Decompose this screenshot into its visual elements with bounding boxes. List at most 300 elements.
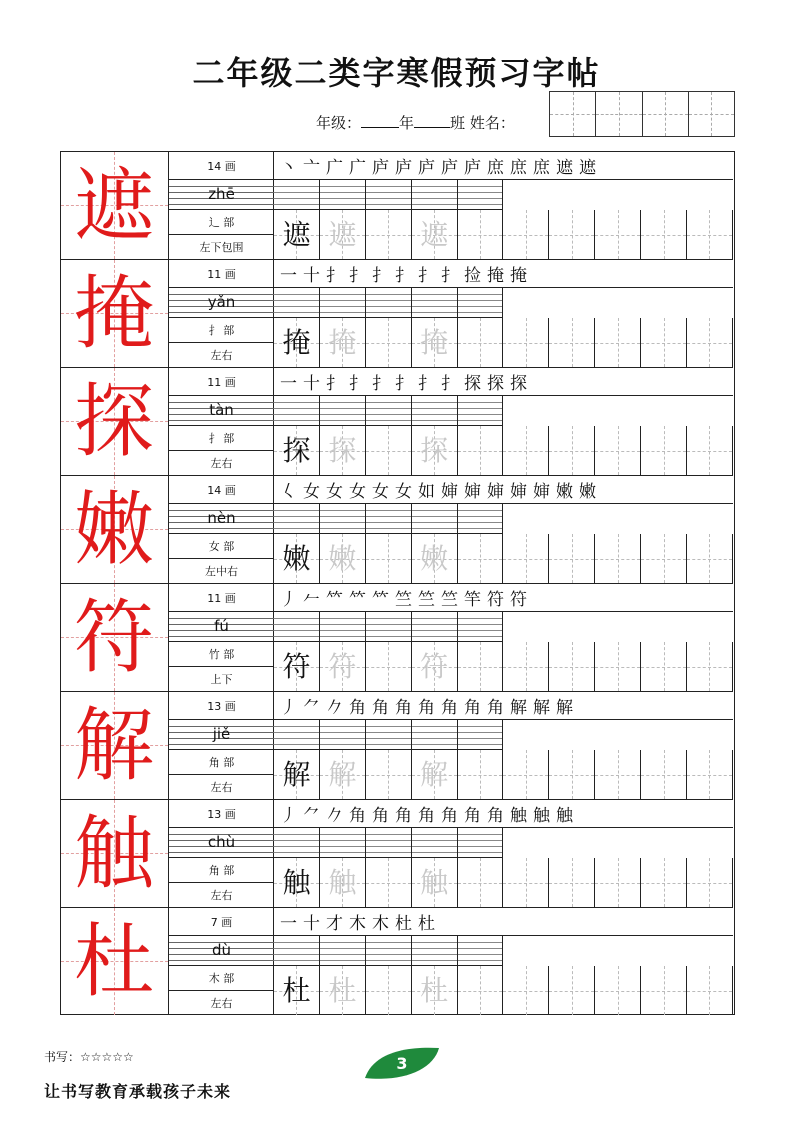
pinyin-line [320, 408, 365, 409]
model-character: 遮 [74, 158, 154, 252]
writing-cell[interactable] [320, 210, 366, 259]
guide-line [687, 559, 732, 560]
pinyin-line [366, 522, 411, 523]
stroke-step: 扌 [372, 266, 389, 286]
pinyin-line [274, 528, 319, 529]
stroke-step: 𥫗 [326, 590, 343, 610]
character-info [169, 260, 274, 367]
stroke-step: 扌 [441, 374, 458, 394]
stroke-step: 𠂊 [326, 698, 343, 718]
pinyin-practice-cell[interactable] [366, 180, 412, 210]
pinyin-cell [169, 288, 274, 318]
guide-line [687, 775, 732, 776]
structure: 左右 [210, 997, 233, 1010]
character-info [169, 800, 274, 907]
pinyin-practice-cell[interactable] [458, 396, 504, 426]
pinyin-practice-cell[interactable] [320, 288, 366, 318]
stroke-step: 女 [395, 482, 412, 502]
pinyin-line [274, 732, 319, 733]
writing-cell[interactable] [274, 966, 320, 1015]
writing-cell[interactable] [458, 858, 504, 907]
writing-cell[interactable] [503, 642, 549, 691]
pinyin-line [320, 186, 365, 187]
pinyin-line [320, 954, 365, 955]
writing-cell[interactable] [274, 534, 320, 583]
pinyin-practice-row [274, 936, 503, 966]
writing-cell[interactable] [641, 642, 687, 691]
practice-grid [274, 504, 733, 583]
stroke-step: 𠂊 [326, 806, 343, 826]
pinyin-line [458, 954, 503, 955]
writing-cell[interactable] [274, 642, 320, 691]
writing-cell[interactable] [503, 534, 549, 583]
stroke-step: 𡿨 [280, 482, 297, 502]
writing-cell[interactable] [595, 426, 641, 475]
class-suffix: 班 [450, 114, 466, 132]
writing-cell[interactable] [595, 966, 641, 1015]
writing-cell[interactable] [549, 426, 595, 475]
pinyin-practice-cell[interactable] [412, 612, 458, 642]
writing-cell[interactable] [503, 858, 549, 907]
pinyin-practice-cell[interactable] [458, 288, 504, 318]
pinyin-line [274, 312, 319, 313]
writing-cell[interactable] [641, 966, 687, 1015]
stroke-step: 扌 [326, 374, 343, 394]
guide-line [458, 991, 503, 992]
writing-cell[interactable] [687, 966, 733, 1015]
trace-character: 嫩 [328, 541, 357, 575]
pinyin-practice-cell[interactable] [458, 612, 504, 642]
stroke-step: 触 [533, 806, 550, 826]
stroke-step: 触 [510, 806, 527, 826]
stroke-step: 亠 [303, 158, 320, 178]
pinyin-line [274, 960, 319, 961]
writing-cell[interactable] [366, 534, 412, 583]
writing-cell[interactable] [412, 642, 458, 691]
name-label: 姓名： [469, 114, 515, 132]
pinyin-line [412, 306, 457, 307]
writing-cell[interactable] [366, 426, 412, 475]
pinyin-line [458, 726, 503, 727]
pinyin-line [412, 192, 457, 193]
writing-cell[interactable] [549, 966, 595, 1015]
pinyin-practice-cell[interactable] [412, 180, 458, 210]
writing-cell[interactable] [458, 426, 504, 475]
writing-cell[interactable] [320, 534, 366, 583]
model-character: 解 [74, 698, 154, 792]
pinyin-practice-cell[interactable] [458, 504, 504, 534]
pinyin-practice-cell[interactable] [320, 180, 366, 210]
guide-line [595, 559, 640, 560]
trace-character: 掩 [420, 325, 449, 359]
name-cell[interactable] [643, 92, 689, 136]
writing-cell[interactable] [320, 750, 366, 799]
pinyin-line [274, 624, 319, 625]
pinyin-line [366, 942, 411, 943]
pinyin-practice-cell[interactable] [412, 828, 458, 858]
grade-label: 年级： [316, 114, 362, 132]
stroke-step: 探 [464, 374, 481, 394]
writing-cell[interactable] [687, 426, 733, 475]
class-blank[interactable] [414, 114, 450, 128]
structure: 左下包围 [199, 241, 244, 254]
character-row [61, 152, 733, 260]
pinyin-practice-cell[interactable] [320, 396, 366, 426]
pinyin-line [458, 204, 503, 205]
writing-cell[interactable] [687, 642, 733, 691]
pinyin-line [320, 522, 365, 523]
stroke-step: 女 [349, 482, 366, 502]
stroke-step: 掩 [487, 266, 504, 286]
radical: 辶 部 [169, 210, 274, 235]
writing-cell[interactable] [595, 534, 641, 583]
stroke-step: 角 [464, 698, 481, 718]
pinyin-line [169, 852, 274, 853]
writing-cell[interactable] [549, 858, 595, 907]
writing-cell[interactable] [412, 210, 458, 259]
stroke-step: 触 [556, 806, 573, 826]
writing-cell[interactable] [503, 750, 549, 799]
stroke-order [274, 476, 733, 504]
pinyin-practice-row [274, 180, 503, 210]
stroke-step: 庶 [533, 158, 550, 178]
pinyin-line [274, 948, 319, 949]
pinyin-practice-cell[interactable] [412, 936, 458, 966]
writing-cell[interactable] [366, 642, 412, 691]
name-cell[interactable] [550, 92, 596, 136]
stroke-step: 庶 [487, 158, 504, 178]
radical: 扌 部 [169, 318, 274, 343]
pinyin-line [366, 948, 411, 949]
writing-cell[interactable] [274, 426, 320, 475]
pinyin-practice-cell[interactable] [458, 936, 504, 966]
stroke-step: 庐 [372, 158, 389, 178]
guide-line [549, 883, 594, 884]
writing-cell[interactable] [412, 858, 458, 907]
pinyin-practice-cell[interactable] [274, 612, 320, 642]
pinyin-line [274, 204, 319, 205]
name-grid[interactable] [549, 91, 735, 137]
pinyin-line [366, 510, 411, 511]
pinyin-practice-cell[interactable] [366, 720, 412, 750]
pinyin-line [320, 510, 365, 511]
guide-line [366, 451, 411, 452]
writing-cell[interactable] [687, 210, 733, 259]
radical: 木 部 [169, 966, 274, 991]
stroke-order [274, 152, 733, 180]
writing-cell[interactable] [641, 750, 687, 799]
pinyin-line [274, 402, 319, 403]
pinyin-practice-cell[interactable] [320, 612, 366, 642]
writing-cell[interactable] [549, 534, 595, 583]
name-cell[interactable] [689, 92, 734, 136]
pinyin-line [412, 300, 457, 301]
writing-cell[interactable] [412, 966, 458, 1015]
pinyin-practice-cell[interactable] [366, 504, 412, 534]
stroke-step: ⺈ [303, 698, 320, 718]
writing-cell[interactable] [366, 210, 412, 259]
pinyin-line [366, 744, 411, 745]
pinyin-line [458, 744, 503, 745]
pinyin-line [320, 942, 365, 943]
pinyin-line [320, 516, 365, 517]
pinyin-line [169, 636, 274, 637]
pinyin-practice-cell[interactable] [274, 828, 320, 858]
radical: 角 部 [169, 750, 274, 775]
pinyin-line [412, 414, 457, 415]
writing-cell[interactable] [274, 318, 320, 367]
guide-line [641, 451, 686, 452]
stroke-step: 竺 [441, 590, 458, 610]
writing-cell[interactable] [687, 750, 733, 799]
pinyin-cell [169, 828, 274, 858]
pinyin-line [366, 846, 411, 847]
pinyin-practice-cell[interactable] [366, 396, 412, 426]
radical: 扌 部 [169, 426, 274, 451]
character-row [61, 800, 733, 908]
writing-cell[interactable] [412, 318, 458, 367]
stroke-step: 角 [418, 698, 435, 718]
pinyin-line [412, 294, 457, 295]
stroke-step: 扌 [395, 374, 412, 394]
pinyin-practice-cell[interactable] [320, 936, 366, 966]
practice-grid [274, 612, 733, 691]
writing-cell[interactable] [412, 750, 458, 799]
pinyin-line [412, 522, 457, 523]
writing-cell[interactable] [320, 642, 366, 691]
guide-line [458, 559, 503, 560]
practice-grid [274, 396, 733, 475]
stroke-step: 庶 [510, 158, 527, 178]
writing-cell[interactable] [549, 210, 595, 259]
pinyin: chù [207, 833, 236, 851]
writing-cell[interactable] [595, 318, 641, 367]
pinyin-practice-row [274, 720, 503, 750]
stroke-step: 广 [349, 158, 366, 178]
stroke-step: 遮 [579, 158, 596, 178]
pinyin-line [274, 510, 319, 511]
pinyin-line [458, 510, 503, 511]
stroke-step: 角 [441, 806, 458, 826]
pinyin-line [366, 192, 411, 193]
stroke-step: 角 [395, 698, 412, 718]
pinyin-line [274, 840, 319, 841]
guide-line [503, 235, 548, 236]
guide-line [549, 343, 594, 344]
pinyin-practice-cell[interactable] [320, 720, 366, 750]
pinyin-practice-cell[interactable] [366, 612, 412, 642]
pinyin-cell [169, 936, 274, 966]
writing-cell[interactable] [641, 318, 687, 367]
pinyin-line [366, 516, 411, 517]
pinyin-practice-cell[interactable] [412, 288, 458, 318]
pinyin-practice-cell[interactable] [366, 828, 412, 858]
pinyin-practice-cell[interactable] [274, 504, 320, 534]
character-info [169, 368, 274, 475]
writing-cell[interactable] [503, 210, 549, 259]
pinyin-line [412, 852, 457, 853]
writing-cell[interactable] [458, 318, 504, 367]
writing-cell[interactable] [687, 534, 733, 583]
pinyin-line [366, 738, 411, 739]
guide-line [458, 775, 503, 776]
pinyin-line [274, 738, 319, 739]
guide-line [366, 991, 411, 992]
pinyin-line [320, 948, 365, 949]
pinyin-practice-cell[interactable] [320, 828, 366, 858]
stroke-step: 角 [349, 806, 366, 826]
stroke-step: 十 [303, 374, 320, 394]
writing-cell[interactable] [320, 966, 366, 1015]
writing-practice-row [274, 858, 733, 907]
pinyin-line [320, 414, 365, 415]
writing-cell[interactable] [503, 426, 549, 475]
writing-cell[interactable] [458, 534, 504, 583]
pinyin-line [412, 738, 457, 739]
pinyin-line [320, 636, 365, 637]
pinyin-practice-cell[interactable] [458, 828, 504, 858]
grade-blank[interactable] [361, 114, 399, 128]
pinyin-practice-cell[interactable] [412, 504, 458, 534]
pinyin-cell [169, 396, 274, 426]
writing-cell[interactable] [366, 318, 412, 367]
pinyin-cell [169, 612, 274, 642]
writing-cell[interactable] [595, 750, 641, 799]
pinyin-practice-cell[interactable] [458, 180, 504, 210]
stroke-count: 11 画 [169, 584, 274, 612]
guide-line [503, 343, 548, 344]
guide-line [641, 343, 686, 344]
stroke-step: 嫩 [556, 482, 573, 502]
pinyin-practice-cell[interactable] [412, 396, 458, 426]
pinyin-line [320, 624, 365, 625]
trace-character: 符 [328, 649, 357, 683]
writing-cell[interactable] [320, 426, 366, 475]
pinyin-line [366, 726, 411, 727]
stroke-step: 解 [556, 698, 573, 718]
writing-cell[interactable] [503, 966, 549, 1015]
stroke-step: 十 [303, 266, 320, 286]
pinyin-line [412, 744, 457, 745]
pinyin-line [320, 402, 365, 403]
example-character: 遮 [282, 217, 311, 251]
pinyin-practice-cell[interactable] [274, 720, 320, 750]
guide-line [595, 667, 640, 668]
pinyin-line [458, 522, 503, 523]
writing-cell[interactable] [274, 858, 320, 907]
pinyin-line [366, 528, 411, 529]
pinyin-practice-cell[interactable] [274, 396, 320, 426]
character-info [169, 908, 274, 1015]
writing-cell[interactable] [458, 642, 504, 691]
writing-cell[interactable] [458, 210, 504, 259]
model-character: 嫩 [74, 482, 154, 576]
pinyin-practice-cell[interactable] [458, 720, 504, 750]
writing-cell[interactable] [595, 642, 641, 691]
writing-cell[interactable] [595, 858, 641, 907]
writing-cell[interactable] [641, 534, 687, 583]
pinyin-line [458, 834, 503, 835]
pinyin-line [274, 726, 319, 727]
model-character: 杜 [74, 914, 154, 1008]
pinyin-practice-cell[interactable] [366, 288, 412, 318]
pinyin-practice-cell[interactable] [274, 936, 320, 966]
practice-grid [274, 936, 733, 1015]
stroke-step: 角 [349, 698, 366, 718]
pinyin-line [274, 846, 319, 847]
writing-cell[interactable] [641, 210, 687, 259]
pinyin-line [458, 738, 503, 739]
writing-cell[interactable] [458, 750, 504, 799]
student-info [316, 112, 515, 133]
stroke-step: 才 [326, 914, 343, 934]
trace-character: 触 [328, 865, 357, 899]
writing-cell[interactable] [366, 858, 412, 907]
trace-character: 解 [420, 757, 449, 791]
stroke-step: 竺 [418, 590, 435, 610]
writing-cell[interactable] [458, 966, 504, 1015]
writing-cell[interactable] [687, 318, 733, 367]
writing-cell[interactable] [503, 318, 549, 367]
writing-cell[interactable] [320, 858, 366, 907]
writing-cell[interactable] [549, 642, 595, 691]
guide-line [458, 343, 503, 344]
pinyin-line [320, 204, 365, 205]
pinyin-practice-cell[interactable] [412, 720, 458, 750]
pinyin-practice-cell[interactable] [320, 504, 366, 534]
writing-cell[interactable] [412, 534, 458, 583]
stroke-step: 角 [372, 806, 389, 826]
pinyin-line [458, 618, 503, 619]
writing-cell[interactable] [366, 750, 412, 799]
writing-cell[interactable] [274, 750, 320, 799]
stroke-step: 婶 [533, 482, 550, 502]
writing-cell[interactable] [595, 210, 641, 259]
pinyin-line [366, 618, 411, 619]
writing-cell[interactable] [641, 426, 687, 475]
writing-cell[interactable] [320, 318, 366, 367]
writing-cell[interactable] [274, 210, 320, 259]
guide-line [549, 991, 594, 992]
stroke-step: 一 [280, 266, 297, 286]
pinyin-line [366, 306, 411, 307]
model-character-box [61, 692, 169, 799]
pinyin-line [458, 942, 503, 943]
pinyin-line [366, 624, 411, 625]
guide-line [549, 667, 594, 668]
writing-cell[interactable] [549, 318, 595, 367]
name-cell[interactable] [596, 92, 642, 136]
writing-cell[interactable] [641, 858, 687, 907]
pinyin-practice-cell[interactable] [366, 936, 412, 966]
pinyin-line [366, 954, 411, 955]
stroke-step: 𥫗 [372, 590, 389, 610]
model-character: 探 [74, 374, 154, 468]
pinyin-practice-cell[interactable] [274, 288, 320, 318]
pinyin-practice-cell[interactable] [274, 180, 320, 210]
example-character: 杜 [282, 973, 311, 1007]
writing-cell[interactable] [687, 858, 733, 907]
guide-line [641, 883, 686, 884]
pinyin-line [366, 414, 411, 415]
guide-line [366, 775, 411, 776]
pinyin-line [320, 312, 365, 313]
stroke-step: 婶 [441, 482, 458, 502]
writing-cell[interactable] [412, 426, 458, 475]
practice-grid [274, 180, 733, 259]
writing-cell[interactable] [366, 966, 412, 1015]
writing-cell[interactable] [549, 750, 595, 799]
